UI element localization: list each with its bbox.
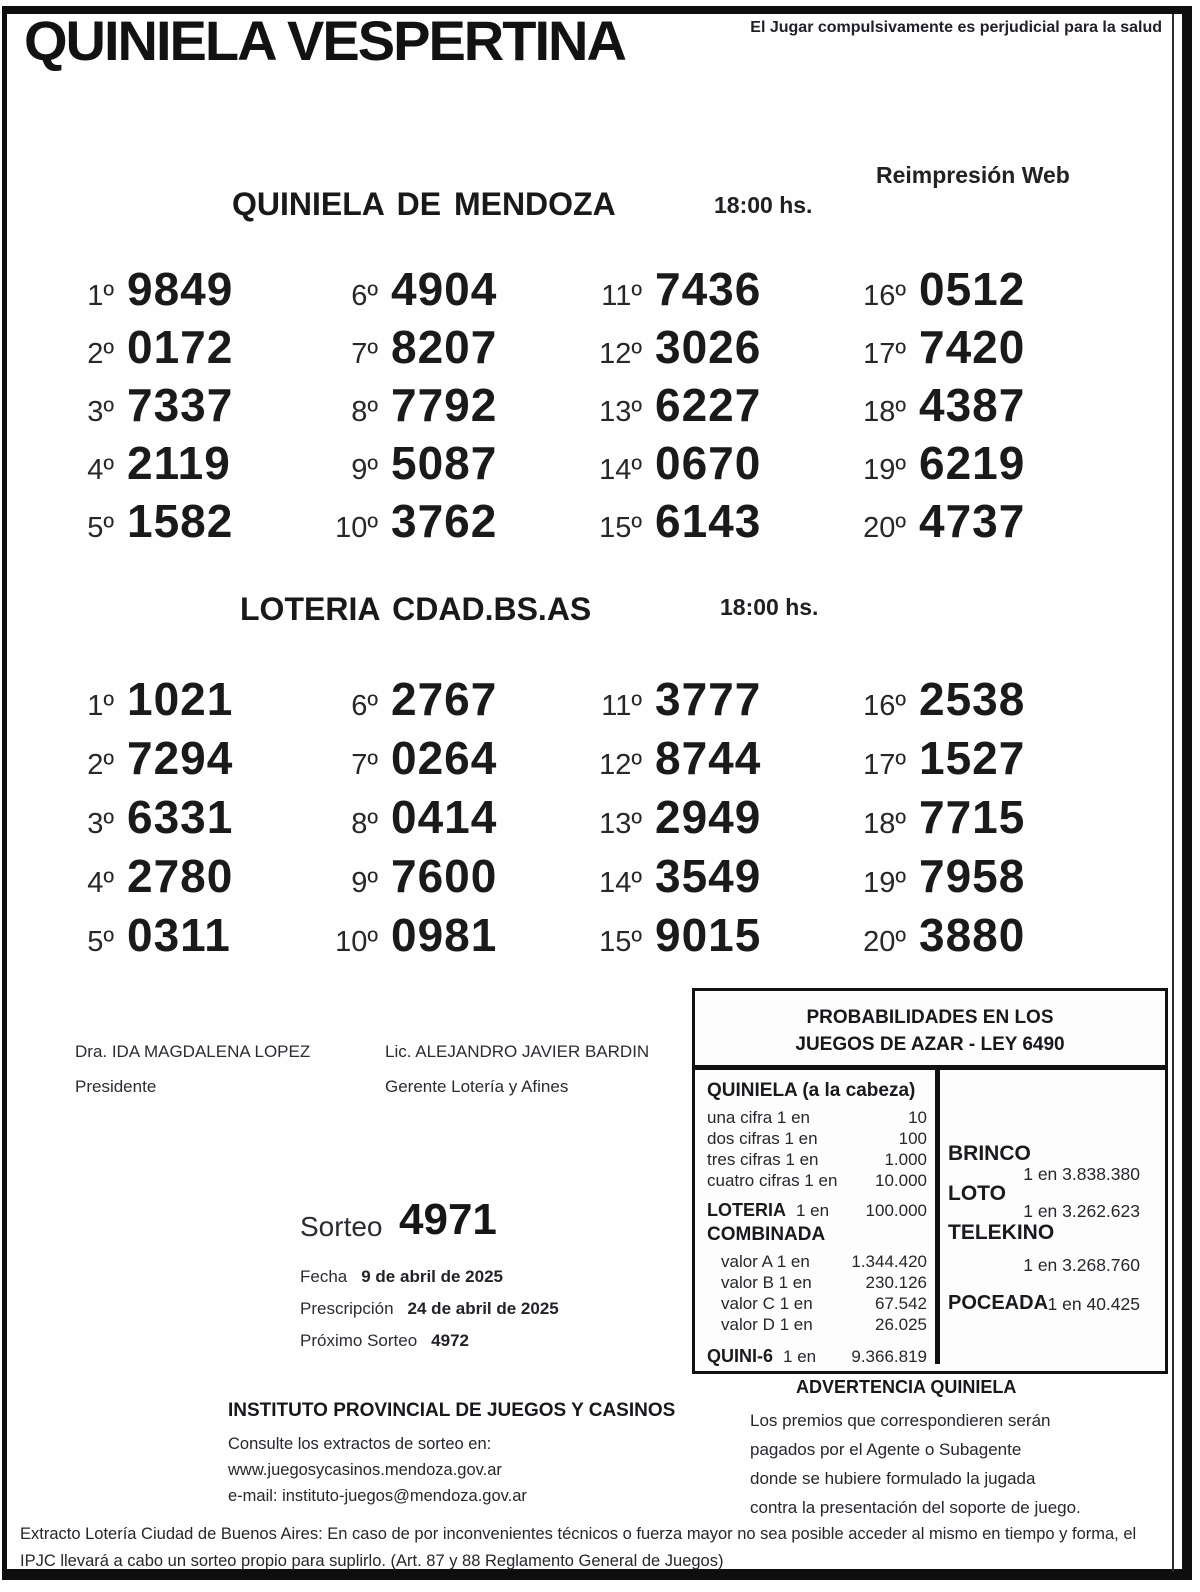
result-cell — [52, 908, 316, 967]
result-number: 4737 — [919, 495, 1026, 547]
result-position: 16º — [863, 280, 906, 312]
result-position: 4º — [87, 867, 114, 899]
result-position: 7º — [351, 338, 378, 370]
result-cell — [52, 320, 316, 378]
result-cell — [52, 849, 316, 908]
proximo-label: Próximo Sorteo — [300, 1331, 418, 1350]
result-number: 2780 — [127, 850, 234, 902]
probability-row — [707, 1149, 927, 1170]
result-position: 6º — [351, 690, 378, 722]
result-cell — [580, 436, 844, 494]
result-number: 4387 — [919, 379, 1026, 431]
result-number: 1021 — [127, 673, 234, 725]
result-position: 17º — [863, 338, 906, 370]
result-position: 9º — [351, 454, 378, 486]
text-line: e-mail: instituto-juegos@mendoza.gov.ar — [228, 1487, 527, 1505]
result-position: 5º — [87, 926, 114, 958]
result-cell — [52, 494, 316, 552]
probabilities-box — [692, 988, 1168, 1374]
combinada-odds-header: COMBINADA — [707, 1224, 826, 1245]
sorteo-label: Sorteo — [300, 1211, 383, 1242]
probability-row — [707, 1251, 927, 1272]
result-position: 16º — [863, 690, 906, 722]
result-position: 14º — [599, 454, 642, 486]
result-position: 1º — [87, 280, 114, 312]
bsas-results-grid — [52, 672, 1108, 967]
footer-disclaimer: Extracto Lotería Ciudad de Buenos Aires: En caso de por inconvenientes técnicos o fuerza mayor no sea posible acceder al mismo en tiempo y forma, el IPJC llevará a cabo un sorteo propio para suplirlo. (Art. 87 y 88 Reglamento General de Juegos) — [20, 1525, 1137, 1570]
probability-label: valor D 1 en — [721, 1315, 813, 1334]
next-draw-row — [300, 1331, 469, 1351]
text-line: www.juegosycasinos.mendoza.gov.ar — [228, 1461, 502, 1479]
result-number: 7337 — [127, 379, 234, 431]
result-position: 19º — [863, 867, 906, 899]
sorteo-number: 4971 — [399, 1195, 497, 1244]
probability-label: dos cifras 1 en — [707, 1129, 818, 1148]
result-cell — [52, 378, 316, 436]
probability-value: 100 — [898, 1129, 927, 1148]
result-number: 3026 — [655, 321, 762, 373]
text-line: Los premios que correspondieren serán — [750, 1411, 1051, 1430]
result-position: 3º — [87, 396, 114, 428]
result-cell — [316, 494, 580, 552]
result-number: 1582 — [127, 495, 234, 547]
probability-value: 67.542 — [875, 1294, 927, 1313]
combinada-odds-rows — [707, 1251, 927, 1335]
mendoza-section-title: QUINIELA DE MENDOZA — [232, 186, 616, 222]
result-number: 0172 — [127, 321, 234, 373]
result-cell — [844, 494, 1108, 552]
result-cell — [316, 849, 580, 908]
brinco-odds: 1 en 3.838.380 — [1023, 1164, 1140, 1184]
result-position: 6º — [351, 280, 378, 312]
result-cell — [844, 436, 1108, 494]
result-number: 0414 — [391, 791, 498, 843]
result-number: 0670 — [655, 437, 762, 489]
result-number: 7600 — [391, 850, 498, 902]
result-cell — [844, 672, 1108, 731]
fecha-label: Fecha — [300, 1267, 348, 1286]
result-cell — [316, 731, 580, 790]
result-position: 14º — [599, 867, 642, 899]
result-position: 8º — [351, 808, 378, 840]
result-cell — [844, 731, 1108, 790]
result-cell — [844, 908, 1108, 967]
result-cell — [316, 908, 580, 967]
mendoza-draw-time: 18:00 hs. — [714, 192, 813, 218]
result-position: 20º — [863, 512, 906, 544]
result-cell — [580, 908, 844, 967]
result-number: 5087 — [391, 437, 498, 489]
probability-label: valor A 1 en — [721, 1252, 810, 1271]
result-number: 4904 — [391, 263, 498, 315]
result-number: 7792 — [391, 379, 498, 431]
result-number: 0264 — [391, 732, 498, 784]
result-position: 12º — [599, 338, 642, 370]
result-cell — [580, 849, 844, 908]
result-position: 5º — [87, 512, 114, 544]
result-cell — [316, 320, 580, 378]
page-edge-line — [1172, 14, 1174, 1572]
institute-name: INSTITUTO PROVINCIAL DE JUEGOS Y CASINOS — [228, 1400, 676, 1421]
probabilities-right-column — [940, 1070, 1165, 1364]
probability-value: 230.126 — [865, 1273, 927, 1292]
result-position: 2º — [87, 338, 114, 370]
result-number: 6219 — [919, 437, 1026, 489]
text-line: donde se hubiere formulado la jugada — [750, 1469, 1036, 1488]
advertencia-lines — [750, 1406, 1135, 1522]
probability-value: 10 — [908, 1108, 927, 1127]
result-position: 11º — [601, 690, 642, 722]
quini6-odds-row — [707, 1345, 927, 1368]
probability-row — [707, 1128, 927, 1149]
result-cell — [844, 262, 1108, 320]
loteria-odds-row — [707, 1199, 927, 1222]
probability-value: 1.000 — [884, 1150, 927, 1169]
result-cell — [52, 731, 316, 790]
result-position: 12º — [599, 749, 642, 781]
probability-label: una cifra 1 en — [707, 1108, 811, 1127]
probabilities-title-line1: PROBABILIDADES EN LOS — [806, 1007, 1054, 1028]
probability-value: 1.344.420 — [851, 1252, 927, 1271]
prescription-row — [300, 1299, 559, 1319]
result-position: 20º — [863, 926, 906, 958]
result-number: 2949 — [655, 791, 762, 843]
probabilities-title-line2: JUEGOS DE AZAR - LEY 6490 — [795, 1034, 1065, 1055]
result-position: 18º — [863, 396, 906, 428]
result-position: 19º — [863, 454, 906, 486]
result-position: 10º — [335, 512, 378, 544]
text-line: Consulte los extractos de sorteo en: — [228, 1435, 492, 1453]
result-position: 15º — [599, 926, 642, 958]
prescripcion-label: Prescripción — [300, 1299, 394, 1318]
result-cell — [844, 790, 1108, 849]
probability-label: valor C 1 en — [721, 1294, 813, 1313]
result-number: 2538 — [919, 673, 1026, 725]
result-number: 8207 — [391, 321, 498, 373]
result-cell — [580, 731, 844, 790]
probability-value: 26.025 — [875, 1315, 927, 1334]
result-position: 18º — [863, 808, 906, 840]
result-position: 15º — [599, 512, 642, 544]
result-number: 3549 — [655, 850, 762, 902]
probability-row — [707, 1314, 927, 1335]
result-position: 1º — [87, 690, 114, 722]
result-number: 2767 — [391, 673, 498, 725]
official-name: Lic. ALEJANDRO JAVIER BARDIN — [385, 1042, 650, 1061]
result-position: 2º — [87, 749, 114, 781]
result-number: 7420 — [919, 321, 1026, 373]
result-cell — [844, 849, 1108, 908]
fecha-value: 9 de abril de 2025 — [361, 1267, 503, 1286]
probability-value: 10.000 — [875, 1171, 927, 1190]
result-cell — [844, 378, 1108, 436]
quiniela-odds-header: QUINIELA (a la cabeza) — [707, 1080, 916, 1101]
result-cell — [316, 378, 580, 436]
official-role: Presidente — [75, 1077, 157, 1096]
result-number: 2119 — [127, 437, 231, 489]
result-number: 0981 — [391, 909, 498, 961]
probability-label: valor B 1 en — [721, 1273, 812, 1292]
result-cell — [316, 262, 580, 320]
result-number: 7436 — [655, 263, 762, 315]
result-number: 3777 — [655, 673, 762, 725]
result-cell — [316, 436, 580, 494]
official-president — [75, 1042, 310, 1097]
probability-label: cuatro cifras 1 en — [707, 1171, 838, 1190]
reprint-label: Reimpresión Web — [876, 162, 1070, 188]
page-title: QUINIELA VESPERTINA — [24, 9, 625, 72]
result-position: 4º — [87, 454, 114, 486]
result-number: 7715 — [919, 791, 1026, 843]
institute-lines — [228, 1431, 675, 1509]
loteria-odds-label: LOTERIA — [707, 1200, 786, 1220]
bsas-section-title: LOTERIA CDAD.BS.AS — [240, 591, 592, 627]
bsas-draw-time: 18:00 hs. — [720, 594, 819, 620]
probability-row — [707, 1107, 927, 1128]
probability-row — [707, 1293, 927, 1314]
telekino-odds: 1 en 3.268.760 — [1023, 1255, 1140, 1275]
result-cell — [316, 672, 580, 731]
quini6-odds-mid: 1 en — [783, 1347, 817, 1366]
quini6-odds-value: 9.366.819 — [851, 1347, 927, 1366]
poceada-label: POCEADA — [948, 1292, 1049, 1314]
result-cell — [52, 790, 316, 849]
mendoza-results-grid — [52, 262, 1108, 552]
result-number: 3762 — [391, 495, 498, 547]
result-cell — [580, 790, 844, 849]
result-number: 6331 — [127, 791, 234, 843]
result-number: 9849 — [127, 263, 234, 315]
result-position: 8º — [351, 396, 378, 428]
result-cell — [580, 494, 844, 552]
probabilities-left-column — [695, 1070, 940, 1364]
loteria-odds-mid: 1 en — [796, 1201, 830, 1220]
result-number: 0311 — [127, 909, 231, 961]
result-cell — [52, 262, 316, 320]
result-cell — [52, 436, 316, 494]
result-cell — [580, 672, 844, 731]
official-name: Dra. IDA MAGDALENA LOPEZ — [75, 1042, 311, 1061]
probability-row — [707, 1170, 927, 1191]
result-cell — [52, 672, 316, 731]
result-cell — [580, 262, 844, 320]
result-number: 0512 — [919, 263, 1026, 315]
result-position: 13º — [599, 808, 642, 840]
result-position: 11º — [601, 280, 642, 312]
text-line: pagados por el Agente o Subagente — [750, 1440, 1022, 1459]
poceada-odds: 1 en 40.425 — [1047, 1294, 1140, 1314]
quiniela-odds-rows — [707, 1107, 927, 1191]
result-cell — [580, 378, 844, 436]
result-cell — [844, 320, 1108, 378]
official-manager — [385, 1042, 649, 1097]
probability-label: tres cifras 1 en — [707, 1150, 819, 1169]
result-cell — [316, 790, 580, 849]
result-position: 9º — [351, 867, 378, 899]
result-position: 10º — [335, 926, 378, 958]
proximo-value: 4972 — [431, 1331, 469, 1350]
result-number: 6227 — [655, 379, 762, 431]
advertencia-block — [750, 1377, 1135, 1522]
result-number: 1527 — [919, 732, 1026, 784]
result-number: 7294 — [127, 732, 234, 784]
result-number: 7958 — [919, 850, 1026, 902]
result-cell — [580, 320, 844, 378]
brinco-label: BRINCO — [948, 1142, 1031, 1165]
official-role: Gerente Lotería y Afines — [385, 1077, 569, 1096]
result-number: 8744 — [655, 732, 762, 784]
loto-odds: 1 en 3.262.623 — [1023, 1201, 1140, 1221]
result-number: 6143 — [655, 495, 762, 547]
result-position: 17º — [863, 749, 906, 781]
advertencia-title: ADVERTENCIA QUINIELA — [796, 1377, 1017, 1397]
result-position: 7º — [351, 749, 378, 781]
telekino-label: TELEKINO — [948, 1221, 1055, 1244]
loteria-odds-value: 100.000 — [865, 1201, 927, 1220]
result-number: 9015 — [655, 909, 762, 961]
health-warning-text: El Jugar compulsivamente es perjudicial para la salud — [750, 19, 1162, 36]
probabilities-title — [695, 991, 1165, 1070]
text-line: contra la presentación del soporte de juego. — [750, 1498, 1081, 1517]
quini6-odds-label: QUINI-6 — [707, 1346, 774, 1366]
result-number: 3880 — [919, 909, 1026, 961]
draw-date-row — [300, 1267, 503, 1287]
prescripcion-value: 24 de abril de 2025 — [407, 1299, 559, 1318]
result-position: 13º — [599, 396, 642, 428]
probabilities-body — [695, 1070, 1165, 1364]
loto-label: LOTO — [948, 1182, 1006, 1205]
probability-row — [707, 1272, 927, 1293]
result-position: 3º — [87, 808, 114, 840]
institute-block — [228, 1400, 675, 1509]
